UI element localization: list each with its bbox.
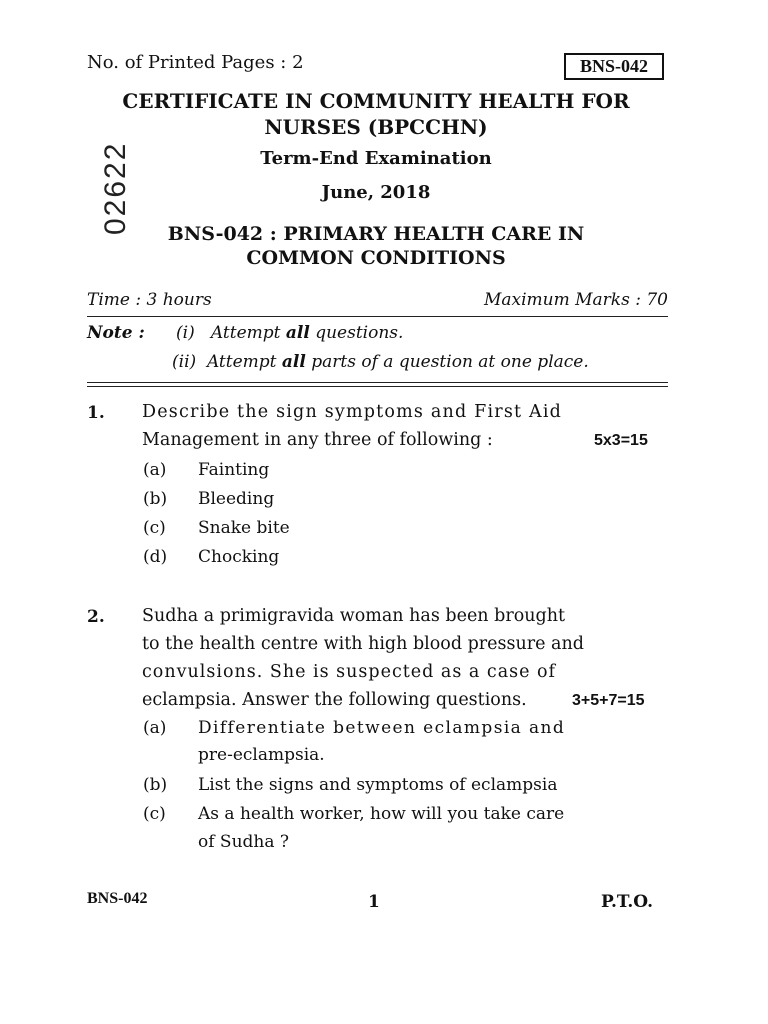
course-title-line-1: BNS-042 : PRIMARY HEALTH CARE IN [167,223,585,245]
note-item [172,352,589,372]
sub-question-text: Chocking [198,547,280,567]
sub-question-label: (d) [143,547,168,567]
note-item [176,323,403,343]
sub-question-text: Differentiate between eclampsia and [198,718,566,738]
footer-paper-code: BNS-042 [87,890,148,907]
note-item-text: parts of a question at one place. [305,352,589,372]
question-text-line: Sudha a primigravida woman has been brought [142,606,566,626]
sub-question-label: (b) [143,775,168,795]
sub-question-text: As a health worker, how will you take care [198,804,565,824]
exam-duration: Time : 3 hours [87,290,212,310]
question-marks: 5x3=15 [594,432,648,449]
sub-question-text: pre-eclampsia. [198,745,325,765]
question-number: 2. [87,607,105,627]
paper-code-box: BNS-042 [564,53,664,80]
note-item-text: Attempt [206,352,282,372]
question-marks: 3+5+7=15 [572,692,645,709]
sub-question-text: Fainting [198,460,270,480]
question-text-line: to the health centre with high blood pressure and [142,634,584,654]
question-text-line: eclampsia. Answer the following questions. [142,690,527,710]
question-number: 1. [87,403,105,423]
sub-question-text: of Sudha ? [198,832,290,852]
question-text-line: convulsions. She is suspected as a case of [142,662,557,682]
sub-question-label: (a) [143,718,167,738]
sub-question-text: Snake bite [198,518,290,538]
page-number: 1 [368,892,380,912]
please-turn-over: P.T.O. [601,892,653,912]
sub-question-label: (c) [143,518,166,538]
maximum-marks: Maximum Marks : 70 [483,290,668,310]
printed-pages-count: No. of Printed Pages : 2 [87,52,304,73]
question-text-line: Describe the sign symptoms and First Aid [142,402,563,422]
course-title-line-2: COMMON CONDITIONS [246,247,506,269]
sub-question-label: (b) [143,489,168,509]
note-item-emphasis: all [285,323,310,343]
course-title [40,222,712,270]
exam-date: June, 2018 [321,182,431,203]
exam-type: Term-End Examination [260,148,492,169]
certificate-title-line-2: NURSES (BPCCHN) [264,115,488,139]
sub-question-label: (a) [143,460,167,480]
divider-rule [87,386,668,387]
sub-question-text: Bleeding [198,489,275,509]
divider-rule [87,316,668,317]
sub-question-text: List the signs and symptoms of eclampsia [198,775,558,795]
note-item-emphasis: all [281,352,306,372]
certificate-title-line-1: CERTIFICATE IN COMMUNITY HEALTH FOR [122,89,630,113]
note-item-number: (i) [176,323,195,343]
note-label: Note : [87,323,145,343]
sub-question-label: (c) [143,804,166,824]
note-item-text: questions. [309,323,404,343]
serial-number: 02622 [99,141,132,235]
note-item-number: (ii) [172,352,197,372]
note-item-text: Attempt [210,323,286,343]
divider-rule [87,382,668,383]
question-text-line: Management in any three of following : [142,430,493,450]
